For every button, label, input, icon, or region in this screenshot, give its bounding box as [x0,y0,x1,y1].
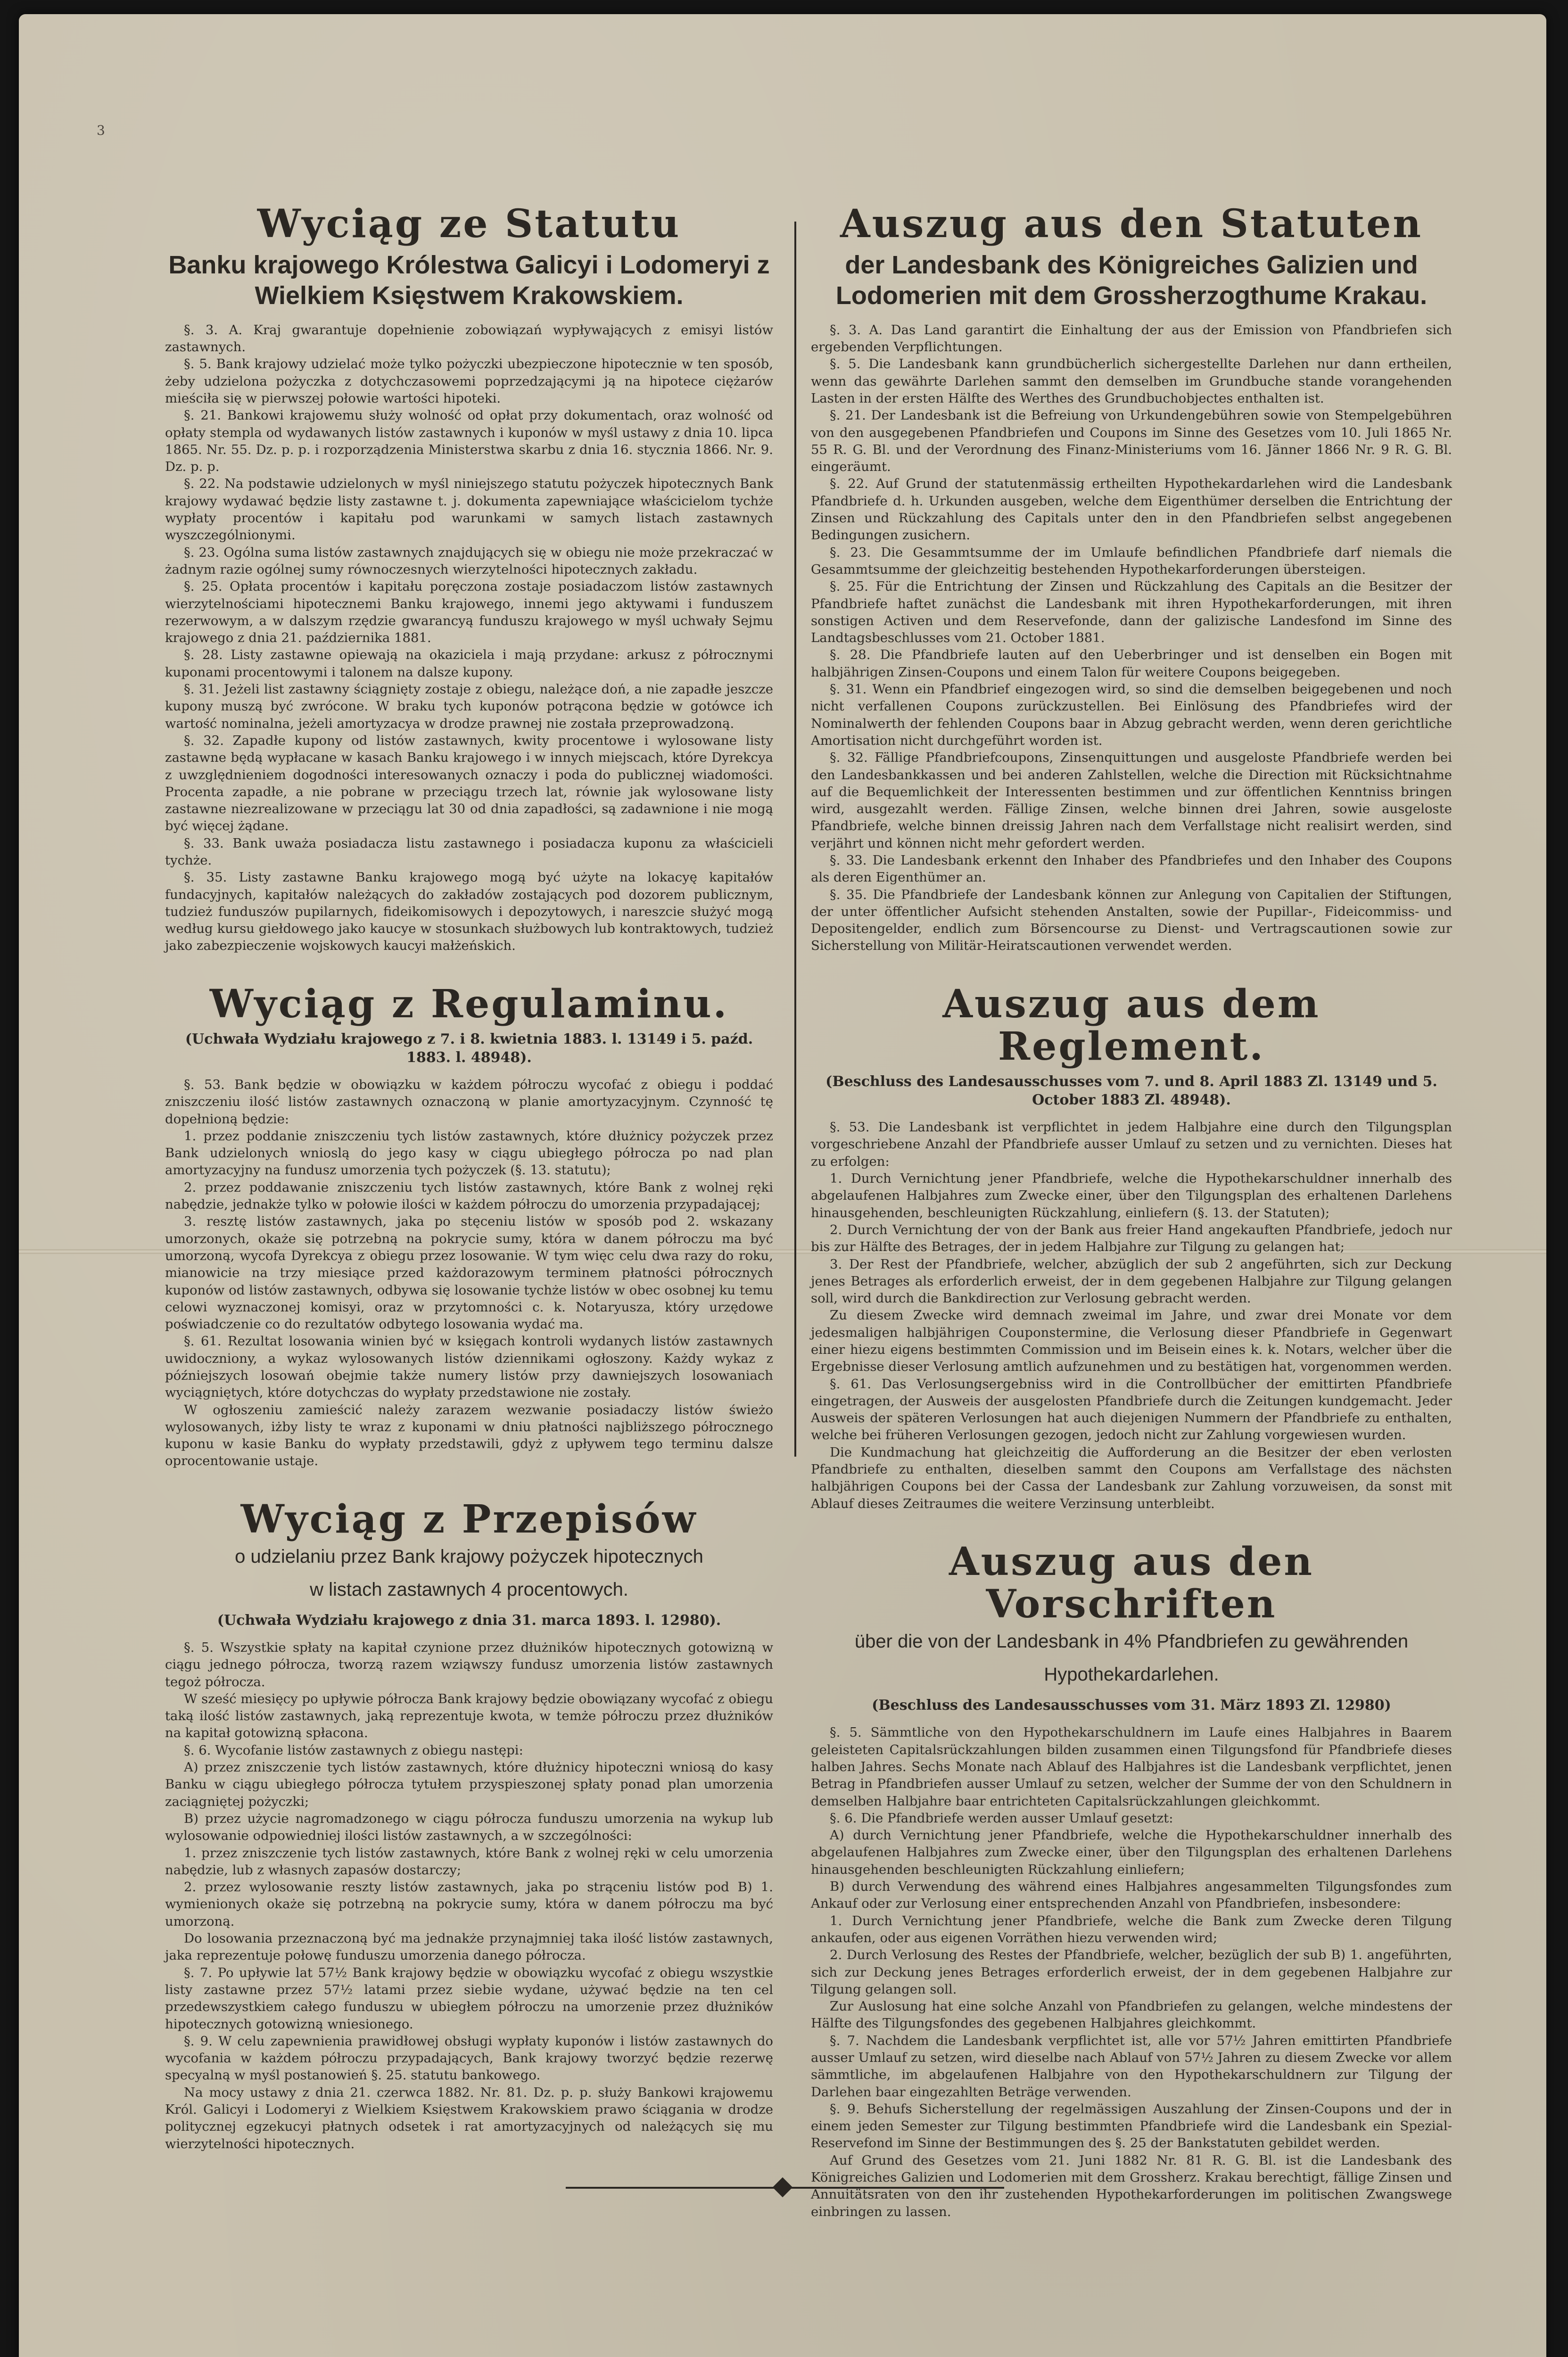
paragraph: 3. resztę listów zastawnych, jaka po stęceniu listów w sposób pod 2. wskazany umorzonych, okaże się potrzebną na pokrycie sumy, która w danem półroczu ma być umorzoną, wycofa Dyrekcya z obiegu przez losowanie. W tym więc celu dwa razy do roku, mianowicie na trzy miesiące przed każdorazowym terminem płatności półrocznych kuponów od listów zastawnych, odbywa się losowanie tychże listów w obec osobnej ku temu celowi wyznaczonej komisyi, oraz w przytomności c. k. Notaryusza, który urzędowe poświadczenie co do rezultatów odbytego losowania wydać ma. [165,1214,773,1332]
section-subtitle: der Landesbank des Königreiches Galizien und Lodomerien mit dem Grossherzogthume Krakau. [835,251,1428,310]
section-subtitle-2: w listach zastawnych 4 procentowych. [310,1579,628,1600]
corner-mark: 3 [97,123,105,138]
statute-section-de [811,203,1452,955]
paragraph: 3. Der Rest der Pfandbriefe, welcher, abzüglich der sub 2 angeführten, sich zur Deckung jenes Betrages als erforderlich erweist, der in dem gegebenen Halbjahre zur Tilgung gelangen soll, wird durch die Bankdirection zur Verlosung gebracht werden. [811,1256,1452,1306]
paragraph: §. 23. Die Gesammtsumme der im Umlaufe befindlichen Pfandbriefe darf niemals die Gesammtsumme der gleichzeitig bestehenden Hypothekarforderungen übersteigen. [811,544,1452,577]
polish-column [165,203,773,2181]
paragraph: §. 22. Auf Grund der statutenmässig ertheilten Hypothekardarlehen wird die Landesbank Pfandbriefe d. h. Urkunden ausgeben, welche dem Eigenthümer derselben die Entrichtung der Zinsen und Rückzahlung des Capitals unter den in den Pfandbriefen selbst angegebenen Bedingungen zusichern. [811,476,1452,543]
section-title: Wyciąg ze Statutu [257,201,681,247]
przepisy-section-pl [165,1498,773,2152]
paragraph: §. 5. Wszystkie spłaty na kapitał czynione przez dłużników hipotecznych gotowizną w ciągu jednego półrocza, tworzą razem wziąwszy fundusz umorzenia listów zastawnych tegoż półrocza. [165,1640,773,1689]
paragraph: W ogłoszeniu zamieścić należy zarazem wezwanie posiadaczy listów świeżo wylosowanych, iżby listy te wraz z kuponami w dniu płatności najbliższego półrocznego kuponu w kasie Banku do wypłaty przedstawili, gdyż z upływem tego terminu dalsze oprocentowanie ustaje. [165,1402,773,1469]
section-title: Auszug aus dem Reglement. [942,981,1320,1069]
paragraph: Zu diesem Zwecke wird demnach zweimal im Jahre, und zwar drei Monate vor dem jedesmaligen halbjährigen Couponstermine, die Verlosung dieser Pfandbriefe in Gegenwart einer hiezu eigens bestimmten Commission und im Beisein eines k. k. Notars, welcher über die Ergebnisse dieser Verlosung amtlich aufzunehmen und zu bestätigen hat, vorgenommen werden. [811,1308,1452,1375]
paragraph: §. 5. Bank krajowy udzielać może tylko pożyczki ubezpieczone hipotecznie w ten sposób, żeby udzielona pożyczka z dotychczasowemi poprzedzającymi ją na hipotece ciężarów mieściła się w pierwszej połowie wartości hipoteki. [165,356,773,406]
paragraph: §. 25. Für die Entrichtung der Zinsen und Rückzahlung des Capitals an die Besitzer der Pfandbriefe haftet zunächst die Landesbank mit ihren Hypothekarforderungen, mit ihren sonstigen Activen und dem Reservefonde, dann der galizische Landesfond im Sinne des Landtagsbeschlusses vom 21. October 1881. [811,579,1452,646]
paragraph: 2. Durch Vernichtung der von der Bank aus freier Hand angekauften Pfandbriefe, jedoch nur bis zur Hälfte des Betrages, der in jedem Halbjahre zur Tilgung zu gelangen hat; [811,1222,1452,1255]
section-subtitle-2: Hypothekardarlehen. [1044,1664,1219,1685]
paragraph: 2. przez poddawanie zniszczeniu tych listów zastawnych, które Bank z wolnej ręki nabędzie, jednakże tylko w połowie ilości w każdem półroczu do umorzenia przypadającej; [165,1179,773,1212]
paragraph: §. 7. Nachdem die Landesbank verpflichtet ist, alle vor 57½ Jahren emittirten Pfandbriefe ausser Umlauf zu setzen, wird dieselbe nach Ablauf von 57½ Jahren zu diesem Zwecke vor allem sämmtliche, im abgelaufenen Halbjahre von den Hypothekarschuldnern zur Tilgung der Darlehen baar eingezahlten Beträge verwenden. [811,2033,1452,2100]
paragraph: §. 23. Ogólna suma listów zastawnych znajdujących się w obiegu nie może przekraczać w żadnym razie ogólnej sumy równoczesnych wierzytelności hipotecznych zakładu. [165,544,773,577]
paragraph: §. 22. Na podstawie udzielonych w myśl niniejszego statutu pożyczek hipotecznych Bank krajowy wydawać będzie listy zastawne t. j. dokumenta zapewniające właścicielom tychże wypłaty procentów i kapitału pod warunkami w samych listach zastawnych wyszczególnionymi. [165,476,773,543]
paragraph: §. 6. Wycofanie listów zastawnych z obiegu następi: [184,1742,523,1758]
section-title: Auszug aus den Vorschriften [949,1539,1314,1627]
paragraph: §. 32. Fällige Pfandbriefcoupons, Zinsenquittungen und ausgeloste Pfandbriefe werden bei den Landesbankkassen und bei anderen Zahlstellen, welche die Direction mit Rücksichtnahme auf die Bequemlichkeit der Interessenten bestimmen und zur öffentlichen Kenntniss bringen wird, ausgezahlt werden. Fällige Zinsen, welche binnen drei Jahren, sowie ausgeloste Pfandbriefe, welche binnen dreissig Jahren nach dem Verfallstage nicht realisirt werden, sind verjährt und können nicht mehr gefordert werden. [811,750,1452,851]
ornament-diamond-icon [773,2177,792,2197]
section-note: (Beschluss des Landesausschusses vom 7. und 8. April 1883 Zl. 13149 und 5. October 1883 Zl. 48948). [825,1073,1437,1109]
paragraph: Die Kundmachung hat gleichzeitig die Aufforderung an die Besitzer der eben verlosten Pfandbriefe zu enthalten, dieselben sammt den Coupons am Verfallstage des nächsten halbjährigen Coupons bei der Cassa der Landesbank zur Zahlung vorzuweisen, da sonst mit Ablauf dieses Zeitraumes die weitere Verzinsung unterbleibt. [811,1444,1452,1511]
paragraph: 1. przez zniszczenie tych listów zastawnych, które Bank z wolnej ręki w celu umorzenia nabędzie, lub z własnych zapasów dostarczy; [165,1845,773,1878]
ornament-rule [566,2180,1004,2194]
section-subtitle-1: o udzielaniu przez Bank krajowy pożyczek hipotecznych [235,1546,703,1567]
section-subtitle-1: über die von der Landesbank in 4% Pfandbriefen zu gewährenden [854,1631,1409,1652]
paragraph: Na mocy ustawy z dnia 21. czerwca 1882. Nr. 81. Dz. p. p. służy Bankowi krajowemu Król. Galicyi i Lodomeryi z Wielkiem Księstwem Krakowskiem prawo ściągania w drodze politycznej egzekucyi płatnych odsetek i rat amortyzacyjnych od należących się mu wierzytelności hipotecznych. [165,2085,773,2151]
paragraph: §. 21. Der Landesbank ist die Befreiung von Urkundengebühren sowie von Stempelgebühren von den ausgegebenen Pfandbriefen und Coupons im Sinne des Gesetzes vom 10. Juli 1865 Nr. 55 R. G. Bl. und der Verordnung des Finanz-Ministeriums vom 16. Jänner 1866 Nr. 9 R. G. Bl. eingeräumt. [811,408,1452,475]
paragraph: §. 9. Behufs Sicherstellung der regelmässigen Auszahlung der Zinsen-Coupons und der in einem jeden Semester zur Tilgung bestimmten Pfandbriefe wird die Landesbank ein Spezial-Reservefond im Sinne der Bestimmungen des §. 25 der Bankstatuten gebildet werden. [811,2101,1452,2151]
paragraph: Do losowania przeznaczoną być ma jednakże przynajmniej taka ilość listów zastawnych, jaka reprezentuje połowę funduszu umorzenia danego półrocza. [165,1931,773,1963]
paragraph: Zur Auslosung hat eine solche Anzahl von Pfandbriefen zu gelangen, welche mindestens der Hälfte des Tilgungsfondes des gegebenen Halbjahres gleichkommt. [811,1999,1452,2031]
paragraph-list [165,1639,773,2152]
vorschriften-section-de [811,1541,1452,2220]
paragraph-list [811,1119,1452,1512]
section-note: (Uchwała Wydziału krajowego z 7. i 8. kwietnia 1883. l. 13149 i 5. paźd. 1883. l. 48948). [185,1030,753,1066]
paragraph: §. 3. A. Das Land garantirt die Einhaltung der aus der Emission von Pfandbriefen sich ergebenden Verpflichtungen. [811,322,1452,355]
paragraph: §. 28. Listy zastawne opiewają na okaziciela i mają przydane: arkusz z półrocznymi kuponami procentowymi i talonem na dalsze kupony. [165,647,773,680]
paragraph: §. 35. Listy zastawne Banku krajowego mogą być użyte na lokacyę kapitałów fundacyjnych, kapitałów należących do zakładów zostających pod dozorem publicznym, tudzież funduszów pupilarnych, fideikomisowych i depozytowych, i nareszcie służyć mogą według kursu giełdowego jako kaucye w stosunkach służbowych lub kontraktowych, tudzież jako zabezpieczenie wojskowych kaucyi małżeńskich. [165,870,773,954]
section-title: Wyciąg z Regulaminu. [209,981,729,1027]
paragraph: §. 33. Bank uważa posiadacza listu zastawnego i posiadacza kuponu za właścicieli tychże. [165,835,773,868]
paragraph: §. 32. Zapadłe kupony od listów zastawnych, kwity procentowe i wylosowane listy zastawne będą wypłacane w kasach Banku krajowego i w innych miejscach, które Dyrekcya z uwzględnieniem dogodności interesowanych oznaczy i poda do publicznej wiadomości. Procenta zapadłe, a nie pobrane w przeciągu trzech lat, równie jak wylosowane listy zastawne niezrealizowane w przeciągu lat 30 od dnia zapadłości, są zadawnione i nie mogą być więcej żądane. [165,733,773,834]
paragraph: §. 35. Die Pfandbriefe der Landesbank können zur Anlegung von Capitalien der Stiftungen, der unter öffentlicher Aufsicht stehenden Anstalten, sowie der Pupillar-, Fideicommiss- und Depositengelder, endlich zum Börsencourse zu Dienst- und Vertragscautionen sowie zur Sicherstellung von Militär-Heiratscautionen verwendet werden. [811,887,1452,954]
paragraph: 1. przez poddanie zniszczeniu tych listów zastawnych, które dłużnicy pożyczek przez Bank udzielonych wnioslą do jego kasy w ciągu ubiegłego półrocza po nad plan amortyzacyjny na fundusz umorzenia tych pożyczek (§. 13. statutu); [165,1128,773,1178]
paragraph: §. 9. W celu zapewnienia prawidłowej obsługi wypłaty kuponów i listów zastawnych do wycofania w każdem półroczu przypadających, Bank krajowy tworzyć będzie rezerwę specyalną w myśl postanowień §. 25. statutu bankowego. [165,2033,773,2083]
paragraph-list [811,1724,1452,2220]
paragraph: 2. Durch Verlosung des Restes der Pfandbriefe, welcher, bezüglich der sub B) 1. angeführten, sich zur Deckung jenes Betrages erforderlich erweist, der in dem gegebenen Halbjahre zur Tilgung gelangen soll. [811,1947,1452,1997]
paragraph: A) przez zniszczenie tych listów zastawnych, które dłużnicy hipoteczni wniosą do kasy Banku w ciągu ubiegłego półrocza tytułem przyspieszonej spłaty ponad plan umorzenia zaciągniętej pożyczki; [165,1760,773,1809]
paragraph: B) durch Verwendung des während eines Halbjahres angesammelten Tilgungsfondes zum Ankauf oder zur Verlosung einer entsprechenden Anzahl von Pfandbriefen, insbesondere: [811,1879,1452,1912]
paragraph: §. 5. Sämmtliche von den Hypothekarschuldnern im Laufe eines Halbjahres in Baarem geleisteten Capitalsrückzahlungen bilden zusammen einen Tilgungsfond für Pfandbriefe dieses halben Jahres. Sechs Monate nach Ablauf des Halbjahres ist die Landesbank verpflichtet, jenen Betrag in Pfandbriefen ausser Umlauf zu setzen, welcher der Summe der von den Schuldnern in demselben Halbjahre baar entrichteten Capitalsrückzahlungen gleichkommt. [811,1725,1452,1809]
german-column [811,203,1452,2249]
paragraph-list [811,321,1452,955]
paragraph: 1. Durch Vernichtung jener Pfandbriefe, welche die Bank zum Zwecke deren Tilgung ankaufen, oder aus eigenen Vorräthen hiezu verwenden wird; [811,1913,1452,1945]
paragraph: §. 21. Bankowi krajowemu służy wolność od opłat przy dokumentach, oraz wolność od opłaty stempla od wydawanych listów zastawnych i kuponów w myśl ustawy z dnia 10. lipca 1865. Nr. 55. Dz. p. p. i rozporządzenia Ministerstwa skarbu z dnia 16. stycznia 1866. Nr. 9. Dz. p. p. [165,408,773,475]
section-subtitle: Banku krajowego Królestwa Galicyi i Lodomeryi z Wielkiem Księstwem Krakowskiem. [168,251,770,310]
paragraph: §. 31. Jeżeli list zastawny ściągnięty zostaje z obiegu, należące doń, a nie zapadłe jeszcze kupony muszą być zwrócone. W braku tych kuponów potrącona będzie w gotówce ich wartość nominalna, jeżeli amortyzacya w drodze prawnej nie została przeprowadzoną. [165,682,773,731]
paragraph: A) durch Vernichtung jener Pfandbriefe, welche die Hypothekarschuldner innerhalb des abgelaufenen Halbjahres zum Zwecke einer, über den Tilgungsplan des erhaltenen Darlehens hinausgehenden beschleunigten Rückzahlung einliefern; [811,1828,1452,1877]
paragraph: §. 53. Bank będzie w obowiązku w każdem półroczu wycofać z obiegu i poddać zniszczeniu ilość listów zastawnych oznaczoną w planie amortyzacyjnym. Czynność tę dopełnioną będzie: [165,1077,773,1127]
section-note: (Uchwała Wydziału krajowego z dnia 31. marca 1893. l. 12980). [217,1612,721,1629]
section-title: Wyciąg z Przepisów [240,1496,698,1542]
paragraph: B) przez użycie nagromadzonego w ciągu półrocza funduszu umorzenia na wykup lub wylosowanie odpowiedniej ilości listów zastawnych, a w szczególności: [165,1811,773,1844]
paragraph-list [165,1076,773,1470]
paragraph: 1. Durch Vernichtung jener Pfandbriefe, welche die Hypothekarschuldner innerhalb des abgelaufenen Halbjahres zum Zwecke einer, über den Tilgungsplan des erhaltenen Darlehens hinausgehenden, beschleunigten Rückzahlung, einliefern (§. 13. der Statuten); [811,1171,1452,1220]
section-title: Auszug aus den Statuten [840,201,1423,247]
paragraph: §. 61. Rezultat losowania winien być w księgach kontroli wydanych listów zastawnych uwidoczniony, a wykaz wylosowanych listów dziennikami ogłoszony. Każdy wykaz z późniejszych losowań obejmie także numery listów przy dawniejszych losowaniach wyciągniętych, które dotychczas do wypłaty przedstawione nie zostały. [165,1334,773,1401]
paragraph: §. 6. Die Pfandbriefe werden ausser Umlauf gesetzt: [830,1810,1173,1826]
regulamin-section-pl [165,983,773,1470]
reglement-section-de [811,983,1452,1512]
paragraph-list [165,321,773,955]
paragraph: §. 31. Wenn ein Pfandbrief eingezogen wird, so sind die demselben beigegebenen und noch nicht verfallenen Coupons zurückzustellen. Bei Einlösung des Pfandbriefes wird der Nominalwerth der fehlenden Coupons baar in Abzug gebracht werden, wenn deren gerichtliche Amortisation nicht durchgeführt worden ist. [811,682,1452,748]
paragraph: §. 3. A. Kraj gwarantuje dopełnienie zobowiązań wypływających z emisyi listów zastawnych. [165,322,773,355]
section-note: (Beschluss des Landesausschusses vom 31. März 1893 Zl. 12980) [872,1697,1391,1714]
column-divider [794,222,796,1457]
paragraph: §. 33. Die Landesbank erkennt den Inhaber des Pfandbriefes und den Inhaber des Coupons als deren Eigenthümer an. [811,852,1452,885]
paragraph: §. 5. Die Landesbank kann grundbücherlich sichergestellte Darlehen nur dann ertheilen, wenn das gewährte Darlehen sammt den demselben im Grundbuche stande vorangehenden Lasten in der ersten Hälfte des Werthes des Grundbuchobjectes enthalten ist. [811,356,1452,406]
paragraph: §. 7. Po upływie lat 57½ Bank krajowy będzie w obowiązku wycofać z obiegu wszystkie listy zastawne przez 57½ latami przez siebie wydane, używać będzie na ten cel przedewszystkiem całego funduszu w ubiegłem półroczu na umorzenie przez dłużników hipotecznych gotowizną wniesionego. [165,1965,773,2032]
paragraph: §. 25. Opłata procentów i kapitału poręczona zostaje posiadaczom listów zastawnych wierzytelnościami hipotecznemi Banku krajowego, innemi jego aktywami i funduszem rezerwowym, a w dalszym rzędzie gwarancyą funduszu krajowego w myśl uchwały Sejmu krajowego z dnia 21. października 1881. [165,579,773,646]
paragraph: §. 61. Das Verlosungsergebniss wird in die Controllbücher der emittirten Pfandbriefe eingetragen, der Ausweis der ausgelosten Pfandbriefe durch die Zeitungen kundgemacht. Jeder Ausweis der späteren Verlosungen hat auch diejenigen Nummern der Pfandbriefe zu enthalten, welche bei früheren Verlosungen gezogen, jedoch nicht zur Zahlung vorgewiesen wurden. [811,1376,1452,1443]
paragraph: W sześć miesięcy po upływie półrocza Bank krajowy będzie obowiązany wycofać z obiegu taką ilość listów zastawnych, jaką reprezentuje kwota, w temże półroczu przez dłużników na kapitał gotowizną spłacona. [165,1691,773,1741]
paragraph: 2. przez wylosowanie reszty listów zastawnych, jaka po strąceniu listów pod B) 1. wymienionych okaże się potrzebną na pokrycie sumy, która w danem półroczu ma być umorzoną. [165,1879,773,1929]
paragraph: §. 28. Die Pfandbriefe lauten auf den Ueberbringer und ist denselben ein Bogen mit halbjährigen Zinsen-Coupons und einem Talon für weitere Coupons beigegeben. [811,647,1452,680]
paragraph: Auf Grund des Gesetzes vom 21. Juni 1882 Nr. 81 R. G. Bl. ist die Landesbank des Königreiches Galizien und Lodomerien mit dem Grossherz. Krakau berechtigt, fällige Zinsen und Annuitätsraten von den ihr zustehenden Hypothekarforderungen im politischen Zwangswege einbringen zu lassen. [811,2152,1452,2219]
paragraph: §. 53. Die Landesbank ist verpflichtet in jedem Halbjahre eine durch den Tilgungsplan vorgeschriebene Anzahl der Pfandbriefe ausser Umlauf zu setzen und zu vernichten. Dieses hat zu erfolgen: [811,1120,1452,1169]
statute-section-pl [165,203,773,955]
